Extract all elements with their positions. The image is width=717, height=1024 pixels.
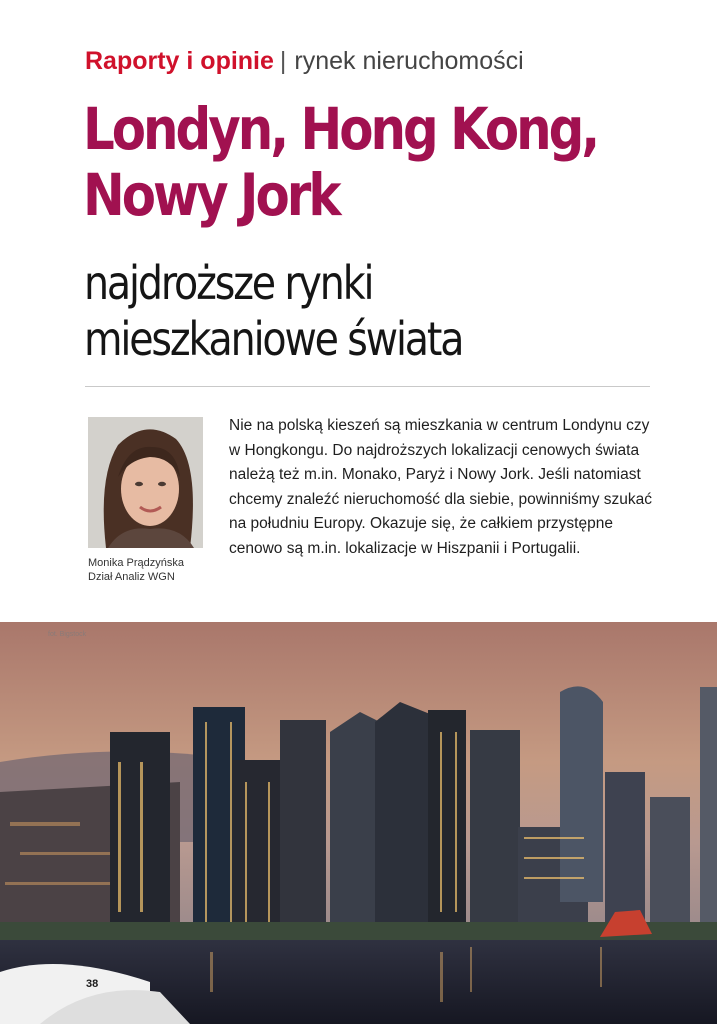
author-name: Monika Prądzyńska xyxy=(88,557,184,569)
lead-paragraph: Nie na polską kieszeń są mieszkania w centrum Londynu czy w Hongkongu. Do najdroższych lokalizacji cenowych świata należą też m.in. Monako, Paryż i Nowy Jork. Jeśli natomiast chcemy znaleźć nieruchomość dla siebie, powinniśmy szukać na południu Europy. Okazuje się, że całkiem przystępne cenowo są m.in. lokalizacje w Hiszpanii i Portugalii. xyxy=(229,417,652,557)
photo-credit: fot. Bigstock xyxy=(48,631,87,638)
skyline-photo xyxy=(0,622,717,1024)
author-department: Dział Analiz WGN xyxy=(88,571,175,583)
kicker-separator: | xyxy=(279,47,287,75)
divider xyxy=(85,386,650,387)
section-label: Raporty i opinie xyxy=(85,47,274,75)
author-photo xyxy=(88,417,203,548)
article-title: Londyn, Hong Kong, Nowy Jork xyxy=(83,95,598,229)
article-subtitle: najdroższe rynki mieszkaniowe świata xyxy=(84,256,463,366)
author-caption xyxy=(88,556,184,584)
section-kicker xyxy=(85,44,524,78)
topic-label: rynek nieruchomości xyxy=(294,47,524,75)
page-number: 38 xyxy=(86,978,99,990)
